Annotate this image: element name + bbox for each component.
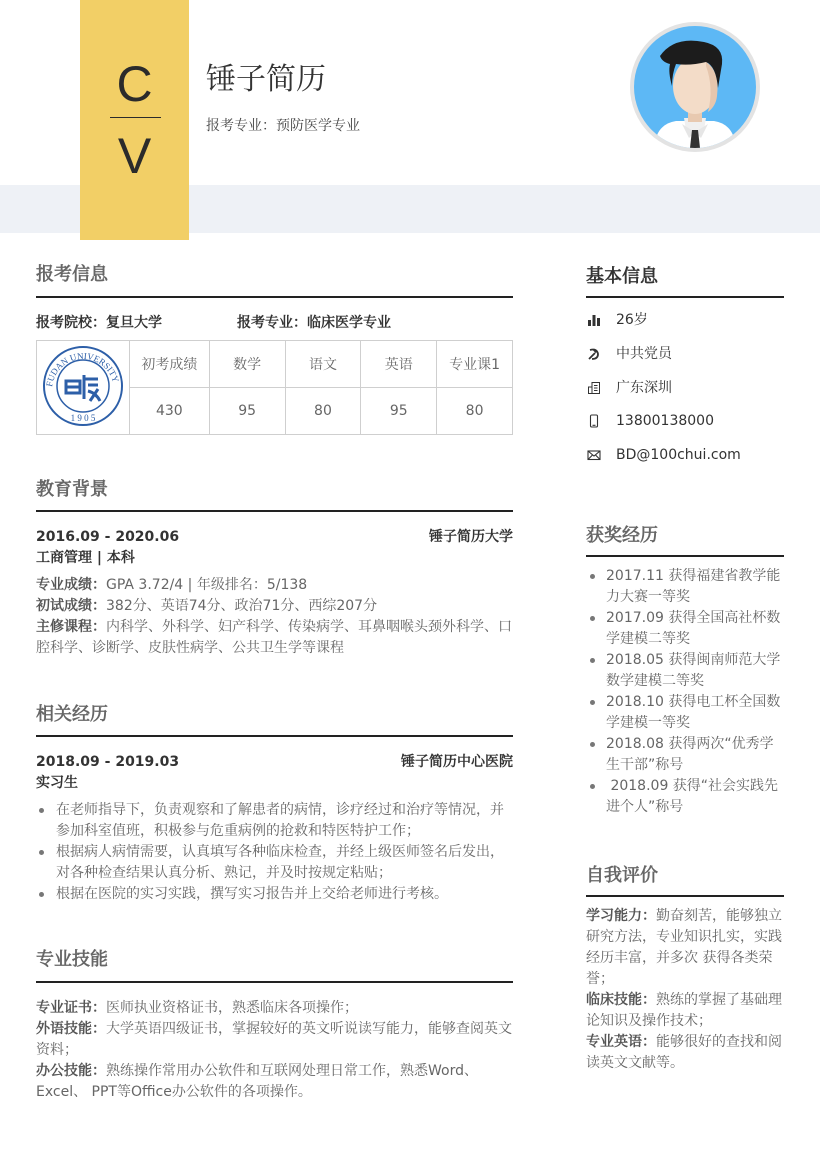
- section-divider: [36, 510, 513, 512]
- list-item: 在老师指导下，负责观察和了解患者的病情，诊疗经过和治疗等情况，并参加科室值班，积极参与危重病例的抢救和特医特护工作；: [36, 800, 516, 842]
- self-eval-line: 专业英语：能够很好的查找和阅读英文文献等。: [586, 1034, 782, 1071]
- table-cell: 95: [209, 388, 285, 435]
- table-header: 专业课1: [437, 341, 513, 388]
- table-header: 英语: [361, 341, 437, 388]
- section-title-awards: 获奖经历: [586, 525, 658, 546]
- score-table: [36, 340, 513, 435]
- table-header: 语文: [285, 341, 361, 388]
- skill-line: 办公技能：熟练操作常用办公软件和互联网处理日常工作，熟悉Word、Excel、 PPT等Office办公软件的各项操作。: [36, 1063, 478, 1100]
- experience-period: 2018.09 - 2019.03: [36, 754, 180, 770]
- list-item: 根据病人病情需要，认真填写各种临床检查，并经上级医师签名后发出，对各种检查结果认真分析、熟记，并及时按规定粘贴；: [36, 842, 516, 884]
- section-title-education: 教育背景: [36, 479, 108, 500]
- cv-letter-v: V: [117, 128, 152, 184]
- table-header: 初考成绩: [129, 341, 209, 388]
- skill-line: 外语技能：大学英语四级证书，掌握较好的英文听说读写能力，能够查阅英文资料；: [36, 1021, 512, 1058]
- section-divider: [36, 296, 513, 298]
- section-divider: [36, 981, 513, 983]
- self-eval-line: 临床技能：熟练的掌握了基础理论知识及操作技术；: [586, 992, 782, 1029]
- info-political: 中共党员: [587, 344, 672, 364]
- hammer-sickle-icon: [587, 347, 601, 361]
- list-item: 2018.08 获得两次“优秀学生干部”称号: [587, 734, 787, 776]
- experience-role: 实习生: [36, 775, 78, 791]
- section-title-basic-info: 基本信息: [586, 266, 658, 287]
- svg-text:FUDAN UNIVERSITY: FUDAN UNIVERSITY: [44, 350, 121, 387]
- resume-name: 锤子简历: [206, 62, 326, 97]
- fudan-university-logo-icon: [42, 345, 124, 427]
- section-title-application: 报考信息: [36, 264, 108, 285]
- info-age: 26岁: [587, 310, 648, 330]
- phone-icon: [587, 414, 601, 428]
- section-divider: [586, 555, 784, 557]
- education-line: 专业成绩：GPA 3.72/4 | 年级排名：5/138: [36, 577, 308, 593]
- university-logo-cell: [37, 341, 130, 435]
- table-cell: 80: [437, 388, 513, 435]
- info-phone: 13800138000: [587, 411, 714, 431]
- education-degree: 工商管理 | 本科: [36, 550, 135, 566]
- info-email: BD@100chui.com: [587, 445, 741, 465]
- table-cell: 430: [129, 388, 209, 435]
- education-school: 锤子简历大学: [429, 529, 513, 545]
- avatar: [630, 22, 760, 152]
- svg-text:1 9 0 5: 1 9 0 5: [70, 412, 96, 423]
- list-item: 2018.05 获得闽南师范大学数学建模二等奖: [587, 650, 787, 692]
- table-cell: 95: [361, 388, 437, 435]
- application-school: 报考院校：复旦大学: [36, 315, 162, 331]
- cv-letter-c: C: [116, 56, 153, 112]
- list-item: 根据在医院的实习实践，撰写实习报告并上交给老师进行考核。: [36, 884, 516, 905]
- education-line: 初试成绩：382分、英语74分、政治71分、西综207分: [36, 598, 378, 614]
- table-cell: 80: [285, 388, 361, 435]
- list-item: 2018.09 获得“社会实践先进个人”称号: [587, 776, 787, 818]
- list-item: 2017.09 获得全国高社杯数学建模二等奖: [587, 608, 787, 650]
- section-divider: [36, 735, 513, 737]
- section-title-experience: 相关经历: [36, 704, 108, 725]
- skill-line: 专业证书：医师执业资格证书，熟悉临床各项操作；: [36, 1000, 358, 1016]
- section-title-self-eval: 自我评价: [586, 865, 658, 886]
- section-title-skills: 专业技能: [36, 949, 108, 970]
- cv-badge: [80, 0, 189, 240]
- bar-chart-icon: [587, 313, 601, 327]
- section-divider: [586, 296, 784, 298]
- resume-subtitle: 报考专业：预防医学专业: [206, 118, 360, 134]
- list-item: 2018.10 获得电工杯全国数学建模一等奖: [587, 692, 787, 734]
- section-divider: [586, 895, 784, 897]
- mail-icon: [587, 448, 601, 462]
- experience-org: 锤子简历中心医院: [401, 754, 513, 770]
- application-major: 报考专业：临床医学专业: [237, 315, 391, 331]
- education-period: 2016.09 - 2020.06: [36, 529, 180, 545]
- table-header: 数学: [209, 341, 285, 388]
- awards-list: [587, 566, 787, 818]
- experience-bullets: [36, 800, 516, 905]
- building-icon: [587, 381, 601, 395]
- person-avatar-icon: [634, 26, 756, 148]
- info-location: 广东深圳: [587, 378, 672, 398]
- cv-divider: [110, 117, 161, 118]
- education-line: 主修课程：内科学、外科学、妇产科学、传染病学、耳鼻咽喉头颈外科学、口腔科学、诊断学、皮肤性病学、公共卫生学等课程: [36, 619, 512, 656]
- self-eval-line: 学习能力：勤奋刻苦，能够独立研究方法，专业知识扎实，实践经历丰富，并多次 获得各类荣誉；: [586, 908, 782, 987]
- list-item: 2017.11 获得福建省教学能力大赛一等奖: [587, 566, 787, 608]
